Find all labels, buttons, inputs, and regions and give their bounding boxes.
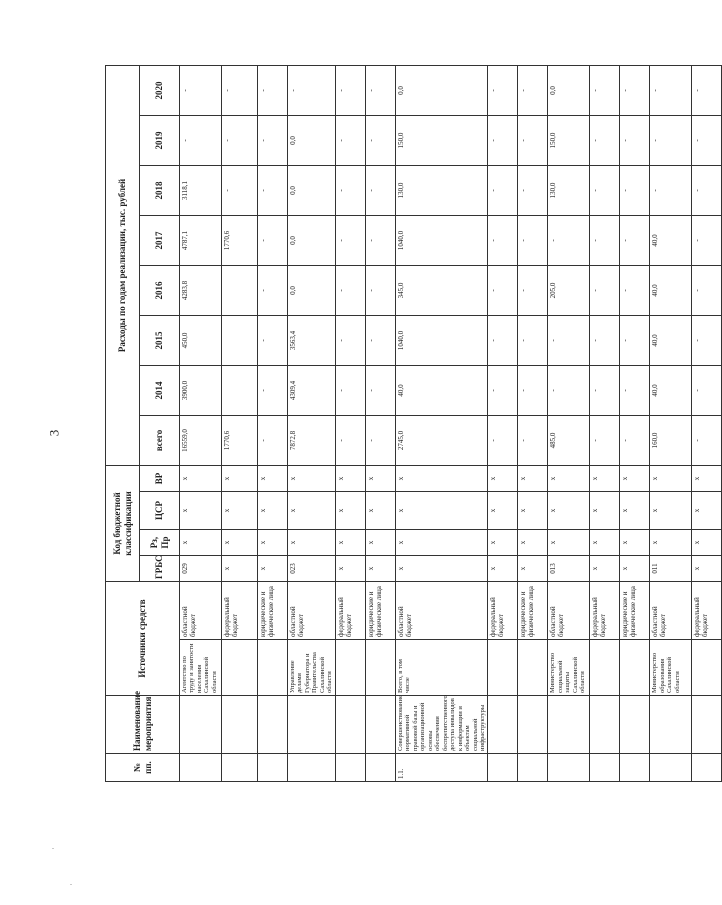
row-year-value: 130,0 [548, 165, 590, 215]
row-num [222, 754, 258, 782]
row-year-value: - [365, 315, 395, 365]
row-source: областной бюджет [548, 582, 590, 640]
row-source: федеральный бюджет [488, 582, 518, 640]
row-source: федеральный бюджет [335, 582, 365, 640]
row-vr: х [222, 465, 258, 491]
row-year-value [222, 365, 258, 415]
row-grbs: х [335, 556, 365, 582]
row-rzpr: х [488, 530, 518, 556]
row-year-value: - [222, 115, 258, 165]
row-year-value [222, 265, 258, 315]
row-year-value: - [222, 65, 258, 115]
table-row [180, 65, 222, 781]
row-num [590, 754, 620, 782]
row-vr: х [488, 465, 518, 491]
row-year-value: - [692, 215, 722, 265]
row-num [365, 754, 395, 782]
row-year-value: - [288, 65, 336, 115]
row-source: федеральный бюджет [590, 582, 620, 640]
row-rzpr: х [180, 530, 222, 556]
row-year-value: - [365, 265, 395, 315]
row-year-value: - [365, 65, 395, 115]
row-csr: х [488, 492, 518, 530]
header-year: 2019 [140, 115, 180, 165]
row-rzpr: х [650, 530, 692, 556]
header-num: № пп. [106, 754, 180, 782]
row-year-value: - [258, 265, 288, 315]
table-row [395, 65, 488, 781]
row-csr: х [222, 492, 258, 530]
row-year-value: - [258, 215, 288, 265]
row-rzpr: х [288, 530, 336, 556]
table-row [548, 65, 590, 781]
row-total: - [365, 415, 395, 465]
row-source: областной бюджет [288, 582, 336, 640]
header-code-group: Код бюджетной классификации [106, 465, 140, 581]
row-num: 1.1. [395, 754, 488, 782]
row-num [288, 754, 336, 782]
row-year-value: 1040,0 [395, 315, 488, 365]
row-year-value: - [488, 65, 518, 115]
row-year-value: - [548, 365, 590, 415]
table-row [518, 65, 548, 781]
row-grbs: х [620, 556, 650, 582]
row-name [590, 696, 620, 754]
row-grbs: 029 [180, 556, 222, 582]
row-year-value: - [365, 165, 395, 215]
row-rzpr: х [620, 530, 650, 556]
row-year-value: 0,0 [288, 215, 336, 265]
row-year-value: - [335, 165, 365, 215]
row-executor [222, 640, 258, 696]
row-grbs: х [488, 556, 518, 582]
table-row [692, 65, 722, 781]
row-year-value: 205,0 [548, 265, 590, 315]
row-executor [365, 640, 395, 696]
row-total: 16559,0 [180, 415, 222, 465]
row-rzpr: х [548, 530, 590, 556]
header-year: 2020 [140, 65, 180, 115]
row-year-value: - [590, 215, 620, 265]
row-source: федеральный бюджет [692, 582, 722, 640]
row-csr: х [335, 492, 365, 530]
row-vr: х [365, 465, 395, 491]
row-year-value: - [692, 365, 722, 415]
row-grbs: х [395, 556, 488, 582]
row-csr: х [258, 492, 288, 530]
row-year-value: - [335, 65, 365, 115]
row-name [222, 696, 258, 754]
row-csr: х [620, 492, 650, 530]
row-vr: х [518, 465, 548, 491]
row-total: - [258, 415, 288, 465]
row-source: областной бюджет [650, 582, 692, 640]
row-year-value: - [518, 115, 548, 165]
row-grbs: х [692, 556, 722, 582]
row-year-value: - [335, 215, 365, 265]
row-total: - [590, 415, 620, 465]
header-total: всего [140, 415, 180, 465]
row-csr: х [288, 492, 336, 530]
row-executor: Агентство по труду и занятости населения Сахалинской области [180, 640, 222, 696]
row-year-value: 3563,4 [288, 315, 336, 365]
row-csr: х [395, 492, 488, 530]
row-csr: х [650, 492, 692, 530]
row-year-value: 1770,6 [222, 215, 258, 265]
row-year-value: - [518, 65, 548, 115]
row-num [518, 754, 548, 782]
row-vr: х [180, 465, 222, 491]
row-csr: х [180, 492, 222, 530]
row-csr: х [692, 492, 722, 530]
row-rzpr: х [590, 530, 620, 556]
header-grbs: ГРБС [140, 556, 180, 582]
row-vr: х [258, 465, 288, 491]
row-year-value: - [620, 365, 650, 415]
row-year-value: 0,0 [288, 115, 336, 165]
row-rzpr: х [365, 530, 395, 556]
header-year: 2017 [140, 215, 180, 265]
row-executor: Министерство образования Сахалинской области [650, 640, 692, 696]
row-num [650, 754, 692, 782]
row-year-value: 40,0 [650, 215, 692, 265]
row-rzpr: х [518, 530, 548, 556]
row-year-value: 40,0 [650, 365, 692, 415]
row-num [692, 754, 722, 782]
header-name: Наименование мероприятия [106, 696, 180, 754]
row-grbs: х [222, 556, 258, 582]
row-executor [620, 640, 650, 696]
row-vr: х [590, 465, 620, 491]
row-year-value: - [518, 165, 548, 215]
row-year-value: - [650, 165, 692, 215]
row-year-value: - [620, 265, 650, 315]
row-year-value: - [620, 65, 650, 115]
row-year-value: - [488, 115, 518, 165]
row-year-value: 0,0 [288, 265, 336, 315]
row-source: федеральный бюджет [222, 582, 258, 640]
row-csr: х [548, 492, 590, 530]
row-num [548, 754, 590, 782]
row-name [518, 696, 548, 754]
row-year-value: - [488, 315, 518, 365]
row-source: областной бюджет [395, 582, 488, 640]
row-year-value: - [365, 115, 395, 165]
row-year-value: - [488, 215, 518, 265]
row-year-value: - [258, 165, 288, 215]
row-year-value: - [590, 365, 620, 415]
row-year-value: - [692, 165, 722, 215]
row-executor [258, 640, 288, 696]
row-grbs: 013 [548, 556, 590, 582]
row-source: юридические и физические лица [620, 582, 650, 640]
row-rzpr: х [335, 530, 365, 556]
row-year-value: - [548, 215, 590, 265]
row-year-value: - [180, 115, 222, 165]
row-year-value: 3900,0 [180, 365, 222, 415]
table-row [488, 65, 518, 781]
scan-mark: . [52, 842, 54, 851]
row-year-value: - [692, 315, 722, 365]
row-executor: Управление делами Губернатора и Правительства Сахалинской области [288, 640, 336, 696]
row-year-value: - [335, 315, 365, 365]
row-vr: х [288, 465, 336, 491]
row-year-value: - [620, 165, 650, 215]
header-expenses-group: Расходы по годам реализации, тыс. рублей [106, 65, 140, 465]
row-total: - [335, 415, 365, 465]
row-vr: х [395, 465, 488, 491]
row-name [650, 696, 692, 754]
row-year-value: - [365, 365, 395, 415]
row-year-value: 0,0 [288, 165, 336, 215]
row-year-value: - [488, 265, 518, 315]
row-total: 7872,8 [288, 415, 336, 465]
table-row [620, 65, 650, 781]
row-year-value: - [258, 365, 288, 415]
row-vr: х [620, 465, 650, 491]
row-name [180, 696, 222, 754]
row-year-value: 4283,8 [180, 265, 222, 315]
table-row [335, 65, 365, 781]
row-total: - [692, 415, 722, 465]
row-num [335, 754, 365, 782]
row-year-value: - [518, 215, 548, 265]
header-year: 2018 [140, 165, 180, 215]
row-name [488, 696, 518, 754]
row-year-value: - [590, 115, 620, 165]
row-year-value: - [518, 365, 548, 415]
row-total: - [488, 415, 518, 465]
row-executor: Министерство социальной защиты Сахалинской области [548, 640, 590, 696]
row-name [548, 696, 590, 754]
row-year-value: 345,0 [395, 265, 488, 315]
header-csr: ЦСР [140, 492, 180, 530]
page-number: 3 [46, 429, 62, 437]
row-source: юридические и физические лица [258, 582, 288, 640]
row-name [288, 696, 336, 754]
row-year-value: - [590, 65, 620, 115]
row-year-value: - [650, 115, 692, 165]
row-year-value: 40,0 [650, 315, 692, 365]
row-total: 2745,0 [395, 415, 488, 465]
row-vr: х [650, 465, 692, 491]
row-year-value: - [258, 115, 288, 165]
row-source: областной бюджет [180, 582, 222, 640]
row-year-value: 130,0 [395, 165, 488, 215]
row-name: Совершенствование нормативной правовой базы и организационной основы обеспечения беспрепятственного доступа инвалидов к информации и объектам социальной инфраструктуры [395, 696, 488, 754]
row-year-value: 4309,4 [288, 365, 336, 415]
row-year-value: - [258, 65, 288, 115]
table-row [222, 65, 258, 781]
row-rzpr: х [395, 530, 488, 556]
row-year-value: - [590, 265, 620, 315]
row-grbs: х [590, 556, 620, 582]
row-year-value: - [692, 265, 722, 315]
row-total: - [620, 415, 650, 465]
row-csr: х [590, 492, 620, 530]
row-rzpr: х [258, 530, 288, 556]
row-source: юридические и физические лица [518, 582, 548, 640]
header-sources: Источники средств [106, 582, 180, 696]
row-year-value: - [222, 165, 258, 215]
row-year-value: - [180, 65, 222, 115]
row-year-value: - [518, 315, 548, 365]
row-year-value: 3118,1 [180, 165, 222, 215]
budget-table-rotated [105, 70, 710, 782]
row-year-value: 1040,0 [395, 215, 488, 265]
row-year-value: 40,0 [650, 265, 692, 315]
row-year-value: 40,0 [395, 365, 488, 415]
row-year-value: - [620, 115, 650, 165]
row-name [335, 696, 365, 754]
row-year-value: - [692, 65, 722, 115]
scan-mark: . [70, 878, 72, 887]
row-vr: х [548, 465, 590, 491]
table-row [258, 65, 288, 781]
row-executor [518, 640, 548, 696]
row-year-value: 450,0 [180, 315, 222, 365]
header-year: 2015 [140, 315, 180, 365]
row-executor: Всего, в том числе [395, 640, 488, 696]
row-total: - [518, 415, 548, 465]
row-year-value: - [365, 215, 395, 265]
row-year-value: - [518, 265, 548, 315]
row-num [488, 754, 518, 782]
row-grbs: 023 [288, 556, 336, 582]
row-rzpr: х [692, 530, 722, 556]
row-executor [335, 640, 365, 696]
header-rzpr: Рз, Пр [140, 530, 180, 556]
row-total: 485,0 [548, 415, 590, 465]
row-csr: х [365, 492, 395, 530]
row-name [620, 696, 650, 754]
row-year-value: - [692, 115, 722, 165]
row-csr: х [518, 492, 548, 530]
row-year-value: 0,0 [395, 65, 488, 115]
row-vr: х [692, 465, 722, 491]
row-year-value: - [335, 365, 365, 415]
row-year-value: - [335, 265, 365, 315]
row-grbs: х [258, 556, 288, 582]
row-year-value: - [620, 315, 650, 365]
row-name [365, 696, 395, 754]
row-executor [590, 640, 620, 696]
row-year-value [222, 315, 258, 365]
row-year-value: - [548, 315, 590, 365]
row-num [620, 754, 650, 782]
row-grbs: х [365, 556, 395, 582]
table-row [288, 65, 336, 781]
header-vr: ВР [140, 465, 180, 491]
row-vr: х [335, 465, 365, 491]
row-num [258, 754, 288, 782]
row-year-value: - [650, 65, 692, 115]
row-executor [692, 640, 722, 696]
row-grbs: 011 [650, 556, 692, 582]
row-year-value: - [590, 315, 620, 365]
row-year-value: - [488, 165, 518, 215]
row-rzpr: х [222, 530, 258, 556]
row-total: 160,0 [650, 415, 692, 465]
row-year-value: - [620, 215, 650, 265]
row-grbs: х [518, 556, 548, 582]
row-year-value: - [488, 365, 518, 415]
row-executor [488, 640, 518, 696]
table-row [365, 65, 395, 781]
row-name [692, 696, 722, 754]
budget-table [105, 65, 722, 782]
row-name [258, 696, 288, 754]
row-year-value: 150,0 [395, 115, 488, 165]
table-row [590, 65, 620, 781]
row-year-value: 0,0 [548, 65, 590, 115]
header-year: 2016 [140, 265, 180, 315]
row-source: юридические и физические лица [365, 582, 395, 640]
row-year-value: - [335, 115, 365, 165]
row-year-value: - [258, 315, 288, 365]
row-year-value: 150,0 [548, 115, 590, 165]
row-year-value: - [590, 165, 620, 215]
row-total: 1770,6 [222, 415, 258, 465]
header-year: 2014 [140, 365, 180, 415]
row-year-value: 4787,1 [180, 215, 222, 265]
table-row [650, 65, 692, 781]
row-num [180, 754, 222, 782]
